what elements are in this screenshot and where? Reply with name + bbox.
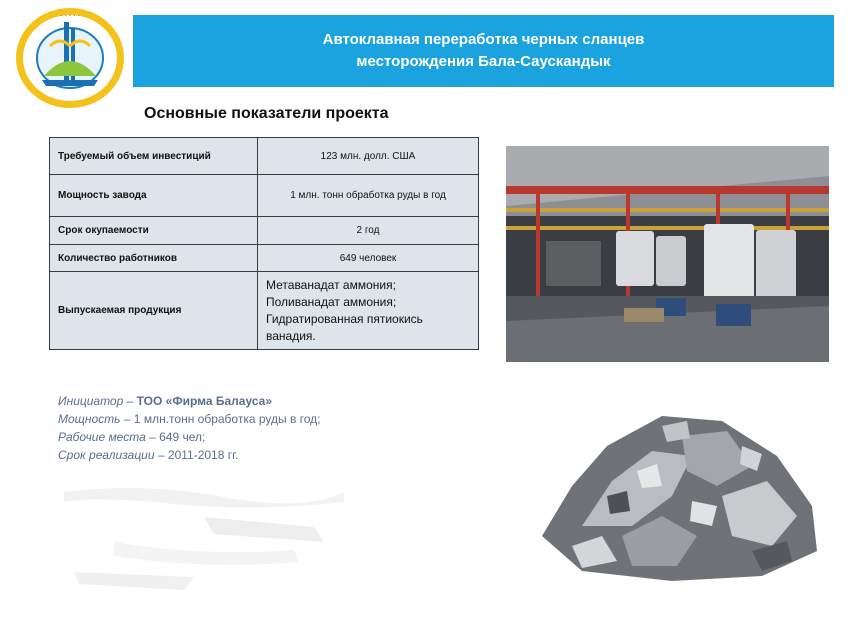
product-item: ванадия. [266,328,316,343]
title-banner [133,15,834,87]
product-item: Метаванадат аммония; [266,277,396,292]
title-line-2: месторождения Бала-Саускандык [356,53,611,70]
section-title: Основные показатели проекта [144,105,389,122]
table-row [50,217,479,245]
initiator-label: Инициатор [58,394,124,408]
initiator-separator: – [123,394,137,408]
table-row [50,175,479,217]
term-label: Срок реализации [58,448,155,462]
title-line-1: Автоклавная переработка черных сланцев [322,31,645,48]
row-label: Выпускаемая продукция [50,272,258,350]
row-value: 123 млн. долл. США [258,138,479,175]
region-emblem-logo [14,6,126,110]
row-value: 2 год [258,217,479,245]
row-value: 649 человек [258,245,479,272]
row-label: Количество работников [50,245,258,272]
row-label: Срок окупаемости [50,217,258,245]
vanadium-ore-photo [512,376,837,588]
term-value: – 2011-2018 гг. [154,448,239,462]
capacity-line [58,410,321,428]
plant-interior-photo [506,146,829,362]
faded-background-graphic [54,472,354,597]
table-row [50,138,479,175]
project-info-block [58,392,321,464]
jobs-line [58,428,321,446]
initiator-value: ТОО «Фирма Балауса» [136,394,272,408]
capacity-label: Мощность [58,412,121,426]
svg-text:· · · · ·: · · · · · [59,12,81,20]
project-parameters-table [49,137,479,350]
row-label: Мощность завода [50,175,258,217]
products-list [258,272,479,350]
product-item: Поливанадат аммония; [266,294,397,309]
table-row [50,272,479,350]
capacity-value: – 1 млн.тонн обработка руды в год; [120,412,321,426]
row-label: Требуемый объем инвестиций [50,138,258,175]
initiator-line [58,392,321,410]
product-item: Гидратированная пятиокись [266,311,423,326]
jobs-label: Рабочие места [58,430,146,444]
jobs-value: – 649 чел; [145,430,206,444]
table-row [50,245,479,272]
row-value: 1 млн. тонн обработка руды в год [258,175,479,217]
term-line [58,446,321,464]
